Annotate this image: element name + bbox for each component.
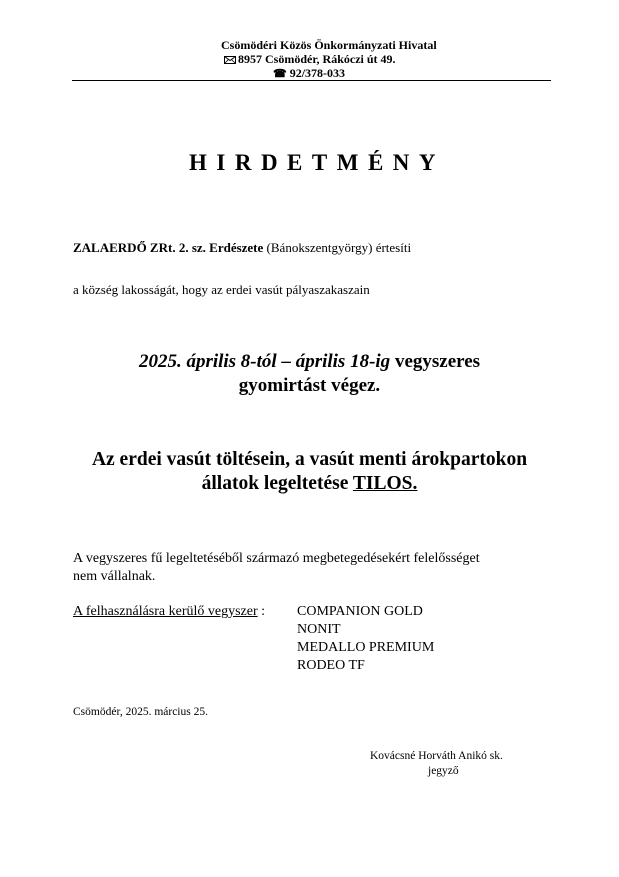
date-statement-rest: vegyszeres <box>394 351 481 372</box>
date-statement-line-1 <box>0 350 619 373</box>
office-phone <box>273 66 345 81</box>
chemical-item: NONIT <box>297 622 341 637</box>
letterhead <box>0 36 619 82</box>
page-title: HIRDETMÉNY <box>189 150 446 175</box>
date-statement-line-2: gyomirtást végez. <box>238 375 381 396</box>
signatory-name: Kovácsné Horváth Anikó sk. <box>370 750 503 762</box>
liability-line-2: nem vállalnak. <box>73 569 156 584</box>
chemicals-list <box>297 603 434 675</box>
ban-line-2 <box>0 472 619 496</box>
company-location: (Bánokszentgyörgy) <box>266 240 373 255</box>
office-name: Csömödéri Közös Önkormányzati Hivatal <box>221 38 437 52</box>
chemical-item: COMPANION GOLD <box>297 604 423 619</box>
ban-line-1: Az erdei vasút töltésein, a vasút menti árokpartokon <box>91 449 528 470</box>
address-text: 8957 Csömödér, Rákóczi út 49. <box>238 52 396 66</box>
signatory-title: jegyző <box>428 765 459 777</box>
office-address <box>224 52 396 66</box>
liability-line-1: A vegyszeres fű legeltetéséből származó megbetegedésekért felelősséget <box>73 551 480 566</box>
company-name: ZALAERDŐ ZRt. 2. sz. Erdészete <box>73 240 264 255</box>
intro-line-1 <box>73 240 411 255</box>
chemical-item: MEDALLO PREMIUM <box>297 640 435 655</box>
telephone-icon: ☎ <box>273 68 287 80</box>
date-range: 2025. április 8-tól – április 18-ig <box>138 351 391 372</box>
phone-text: 92/378-033 <box>289 66 346 80</box>
ban-subject: állatok legeltetése <box>201 473 349 494</box>
chemicals-label <box>73 603 265 620</box>
ban-emphasis: TILOS. <box>352 473 418 494</box>
place-and-date: Csömödér, 2025. március 25. <box>73 706 208 718</box>
intro-verb: értesíti <box>375 240 412 255</box>
chemicals-label-text: A felhasználásra kerülő vegyszer <box>73 604 258 619</box>
intro-line-2: a község lakosságát, hogy az erdei vasút pályaszakaszain <box>73 282 370 297</box>
header-divider <box>72 80 551 81</box>
chemical-item: RODEO TF <box>297 658 365 673</box>
chemicals-label-colon: : <box>257 604 266 619</box>
envelope-icon <box>224 56 236 64</box>
